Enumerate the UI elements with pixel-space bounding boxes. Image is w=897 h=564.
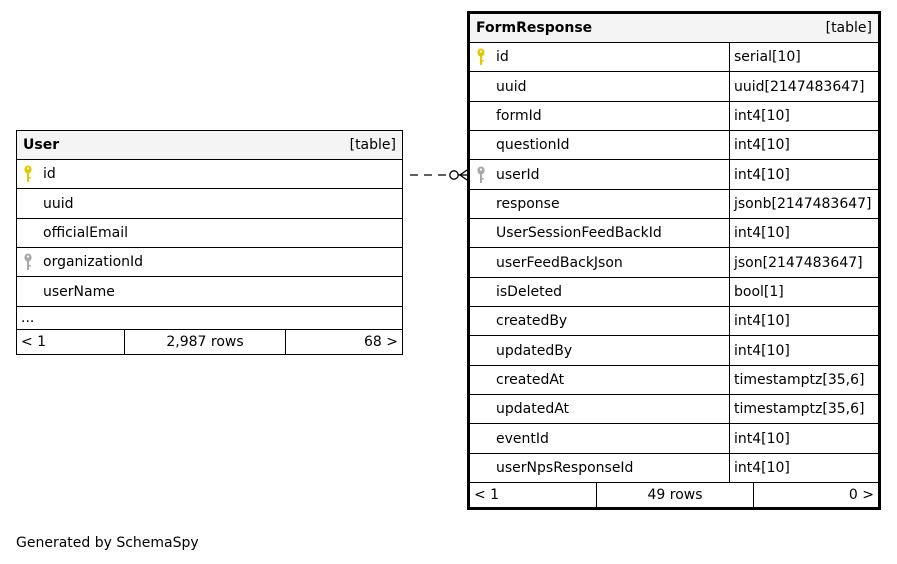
formresponse-column-row[interactable] [470, 278, 878, 307]
user-table-name: User [23, 137, 60, 153]
generated-by-footer: Generated by SchemaSpy [16, 535, 199, 551]
user-column-name: uuid [43, 195, 74, 212]
formresponse-column-type: timestamptz[35,6] [734, 371, 865, 388]
formresponse-column-name: userFeedBackJson [496, 254, 623, 271]
formresponse-column-row[interactable] [470, 219, 878, 248]
more-columns-label: ... [21, 309, 35, 326]
primary-key-icon [23, 165, 43, 183]
formresponse-table-name: FormResponse [476, 20, 593, 36]
user-column-row[interactable] [17, 248, 402, 277]
formresponse-column-type: int4[10] [734, 166, 790, 183]
formresponse-column-row[interactable] [470, 395, 878, 424]
user-table-kind: [table] [349, 137, 396, 153]
formresponse-column-row[interactable] [470, 160, 878, 189]
formresponse-column-row[interactable] [470, 307, 878, 336]
formresponse-column-row[interactable] [470, 131, 878, 160]
formresponse-column-type: jsonb[2147483647] [734, 195, 872, 212]
user-column-name: id [43, 166, 56, 183]
formresponse-table-header[interactable] [470, 14, 878, 43]
formresponse-column-name-cell [470, 102, 730, 130]
user-column-row[interactable] [17, 277, 402, 306]
formresponse-column-type: uuid[2147483647] [734, 78, 865, 95]
formresponse-column-row[interactable] [470, 190, 878, 219]
formresponse-column-row[interactable] [470, 366, 878, 395]
formresponse-table-columns [470, 43, 878, 483]
formresponse-table-children-count[interactable]: 0 > [848, 487, 874, 504]
formresponse-column-name: questionId [496, 137, 570, 154]
user-column-row[interactable] [17, 160, 402, 189]
primary-key-icon [476, 48, 496, 66]
formresponse-table[interactable] [467, 11, 881, 510]
formresponse-column-row[interactable] [470, 102, 878, 131]
formresponse-column-name: uuid [496, 78, 527, 95]
formresponse-column-name: userNpsResponseId [496, 459, 634, 476]
formresponse-column-name-cell [470, 160, 730, 188]
formresponse-column-name-cell [470, 131, 730, 159]
user-column-name-cell [17, 160, 56, 188]
foreign-key-icon [23, 253, 43, 271]
user-column-row[interactable] [17, 219, 402, 248]
user-column-row[interactable] [17, 189, 402, 218]
formresponse-table-row-count: 49 rows [597, 483, 754, 507]
formresponse-column-name-cell [470, 43, 730, 71]
user-table-children-count[interactable]: 68 > [364, 333, 398, 350]
formresponse-column-row[interactable] [470, 248, 878, 277]
user-table[interactable] [16, 130, 403, 355]
formresponse-column-name: UserSessionFeedBackId [496, 225, 662, 242]
formresponse-column-type: int4[10] [734, 107, 790, 124]
user-table-footer [17, 330, 402, 354]
formresponse-column-name: userId [496, 166, 540, 183]
formresponse-column-name: createdAt [496, 371, 565, 388]
foreign-key-icon [476, 166, 496, 184]
formresponse-column-name: updatedAt [496, 401, 570, 418]
formresponse-column-type: int4[10] [734, 342, 790, 359]
user-column-name: organizationId [43, 254, 144, 271]
formresponse-column-name-cell [470, 278, 730, 306]
formresponse-column-type: int4[10] [734, 459, 790, 476]
formresponse-table-parents-count[interactable]: < 1 [470, 483, 597, 507]
formresponse-column-name: createdBy [496, 313, 568, 330]
formresponse-table-kind: [table] [825, 20, 872, 36]
formresponse-column-name-cell [470, 366, 730, 394]
formresponse-column-name-cell [470, 424, 730, 452]
formresponse-column-row[interactable] [470, 424, 878, 453]
formresponse-column-type: int4[10] [734, 225, 790, 242]
formresponse-column-name: eventId [496, 430, 549, 447]
user-table-header[interactable] [17, 131, 402, 160]
zero-cardinality-circle [450, 171, 458, 179]
user-column-name-cell [17, 248, 143, 276]
formresponse-column-name-cell [470, 248, 730, 276]
user-table-parents-count[interactable]: < 1 [17, 330, 125, 354]
user-table-more-columns[interactable] [17, 307, 402, 330]
user-table-row-count: 2,987 rows [125, 330, 286, 354]
formresponse-column-type: int4[10] [734, 137, 790, 154]
formresponse-column-type: timestamptz[35,6] [734, 401, 865, 418]
formresponse-column-name-cell [470, 190, 730, 218]
user-column-name-cell [17, 189, 74, 217]
formresponse-column-type: int4[10] [734, 430, 790, 447]
formresponse-column-name-cell [470, 219, 730, 247]
user-column-name-cell [17, 219, 128, 247]
formresponse-column-name: isDeleted [496, 283, 563, 300]
user-column-name-cell [17, 277, 115, 305]
formresponse-column-name-cell [470, 336, 730, 364]
formresponse-table-footer [470, 483, 878, 507]
formresponse-column-row[interactable] [470, 454, 878, 483]
formresponse-column-type: json[2147483647] [734, 254, 863, 271]
formresponse-column-name-cell [470, 395, 730, 423]
formresponse-column-name-cell [470, 307, 730, 335]
formresponse-column-type: int4[10] [734, 313, 790, 330]
formresponse-column-name: response [496, 195, 560, 212]
formresponse-column-row[interactable] [470, 43, 878, 72]
crows-foot-icon [460, 170, 467, 180]
user-column-name: userName [43, 283, 115, 300]
user-column-name: officialEmail [43, 224, 128, 241]
formresponse-column-type: bool[1] [734, 283, 784, 300]
formresponse-column-type: serial[10] [734, 49, 801, 66]
formresponse-column-row[interactable] [470, 336, 878, 365]
formresponse-column-name-cell [470, 72, 730, 100]
formresponse-column-name: formId [496, 107, 542, 124]
formresponse-column-row[interactable] [470, 72, 878, 101]
formresponse-column-name-cell [470, 454, 730, 482]
user-table-columns [17, 160, 402, 307]
formresponse-column-name: id [496, 49, 509, 66]
formresponse-column-name: updatedBy [496, 342, 573, 359]
